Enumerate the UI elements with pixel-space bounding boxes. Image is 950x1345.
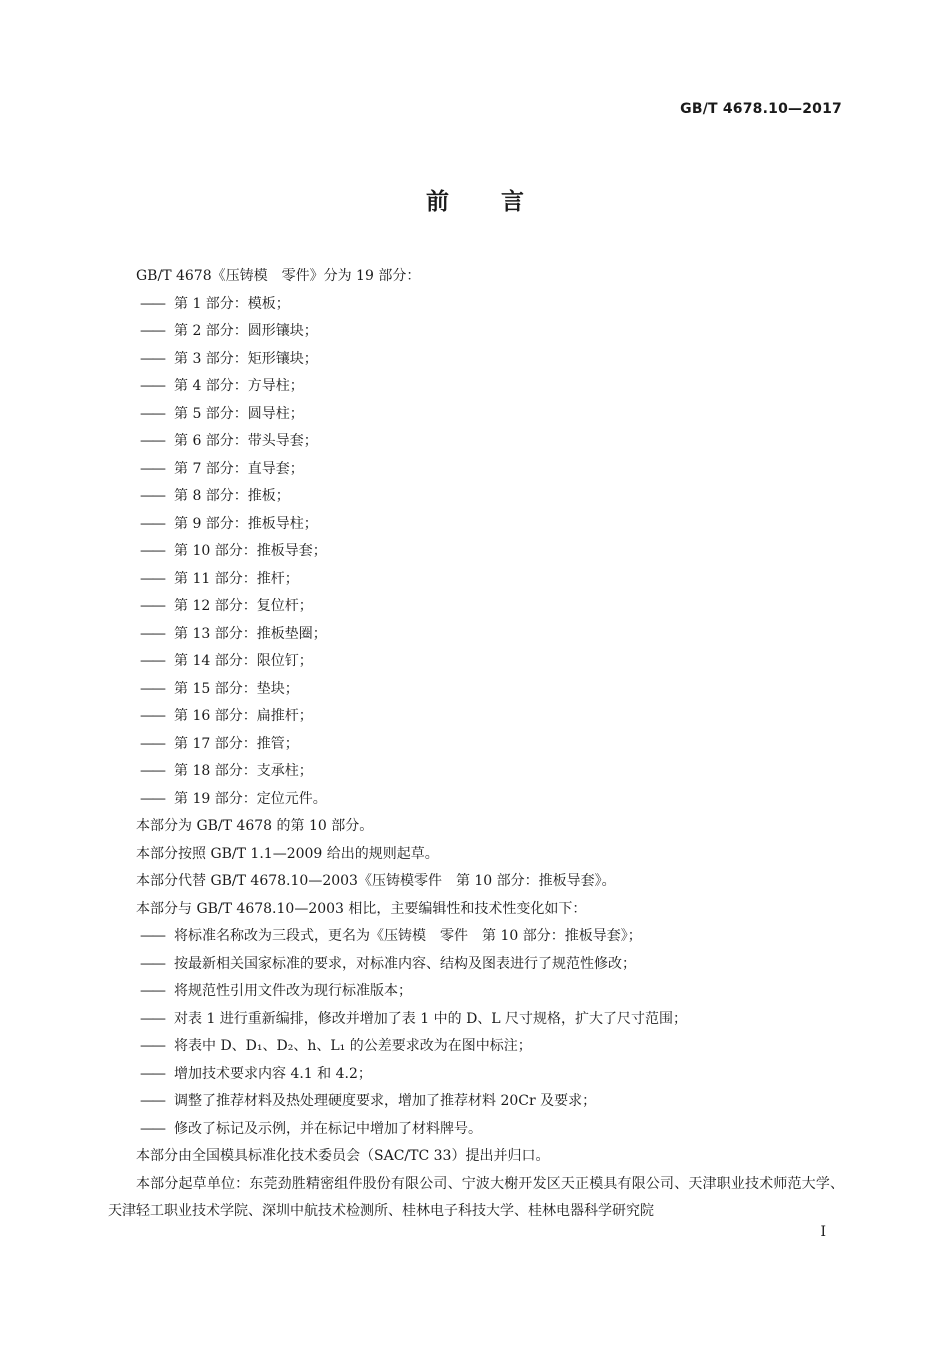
list-item-text: 第 17 部分：推管； [174,735,299,752]
list-item-text: 第 4 部分：方导柱； [174,378,304,394]
list-dash: —— [140,460,164,477]
drafting-rules-paragraph: 本部分按照 GB/T 1.1—2009 给出的规则起草。 [136,845,439,862]
list-item [108,786,844,814]
list-item [108,1006,844,1034]
list-item-text: 第 11 部分：推杆； [174,570,299,587]
list-item-text: 修改了标记及示例，并在标记中增加了材料牌号。 [174,1120,482,1137]
list-item-text: 第 1 部分：模板； [174,295,290,312]
list-item [108,676,844,704]
list-item-text: 第 9 部分：推板导柱； [174,515,318,532]
list-item [108,703,844,731]
list-dash: —— [140,763,164,779]
list-item-text: 将表中 D、D₁、D₂、h、L₁ 的公差要求改为在图中标注； [174,1038,532,1054]
list-item-text: 增加技术要求内容 4.1 和 4.2； [174,1065,372,1082]
list-dash: —— [140,598,164,614]
list-item [108,1033,844,1061]
list-dash: —— [140,1010,164,1027]
standard-code: GB/T 4678.10—2017 [680,101,842,117]
list-item [108,593,844,621]
list-dash: —— [140,378,164,394]
list-item-text: 第 8 部分：推板； [174,488,290,504]
list-item-text: 第 3 部分：矩形镶块； [174,350,318,367]
list-dash: —— [140,433,164,449]
list-dash: —— [140,1120,164,1137]
list-item [108,291,844,319]
list-item [108,538,844,566]
list-item [108,758,844,786]
list-dash: —— [140,680,164,697]
list-dash: —— [140,955,164,972]
list-dash: —— [140,295,164,312]
intro-paragraph: GB/T 4678《压铸模 零件》分为 19 部分： [136,268,421,284]
list-item-text: 将标准名称改为三段式，更名为《压铸模 零件 第 10 部分：推板导套》； [174,928,642,944]
list-item-text: 按最新相关国家标准的要求，对标准内容、结构及图表进行了规范性修改； [174,955,636,972]
list-dash: —— [140,405,164,422]
list-item [108,456,844,484]
list-item-text: 将规范性引用文件改为现行标准版本； [174,983,412,999]
list-item [108,566,844,594]
list-item [108,1088,844,1116]
list-dash: —— [140,350,164,367]
list-dash: —— [140,790,164,807]
list-item-text: 第 16 部分：扁推杆； [174,708,313,724]
list-item-text: 第 6 部分：带头导套； [174,433,318,449]
list-item-text: 第 19 部分：定位元件。 [174,790,327,807]
list-dash: —— [140,488,164,504]
list-item-text: 对表 1 进行重新编排，修改并增加了表 1 中的 D、L 尺寸规格，扩大了尺寸范围； [174,1010,688,1027]
proposed-by-paragraph: 本部分由全国模具标准化技术委员会（SAC/TC 33）提出并归口。 [136,1148,550,1164]
list-item [108,483,844,511]
list-item [108,1116,844,1144]
list-item [108,401,844,429]
list-item-text: 第 10 部分：推板导套； [174,543,327,559]
replaces-paragraph: 本部分代替 GB/T 4678.10—2003《压铸模零件 第 10 部分：推板导套》。 [136,873,616,889]
page-title: 前言 [426,189,576,215]
list-item [108,428,844,456]
list-item [108,951,844,979]
page-number: I [820,1224,826,1240]
list-dash: —— [140,625,164,642]
list-dash: —— [140,1038,164,1054]
list-dash: —— [140,543,164,559]
list-item-text: 第 14 部分：限位钉； [174,653,313,669]
document-body [108,263,844,1226]
list-dash: —— [140,323,164,339]
list-item-text: 第 15 部分：垫块； [174,680,299,697]
drafting-units-paragraph: 本部分起草单位：东莞劲胜精密组件股份有限公司、宁波大榭开发区天正模具有限公司、天津职业技术师范大学、天津轻工职业技术学院、深圳中航技术检测所、桂林电子科技大学、桂林电器科学研究院 [108,1175,844,1219]
list-dash: —— [140,1093,164,1109]
list-item-text: 第 12 部分：复位杆； [174,598,313,614]
list-item [108,318,844,346]
list-dash: —— [140,983,164,999]
list-item [108,511,844,539]
changes-list [108,923,844,1143]
list-item [108,1061,844,1089]
list-item-text: 第 13 部分：推板垫圈； [174,625,327,642]
list-item [108,621,844,649]
list-item-text: 第 7 部分：直导套； [174,460,304,477]
changes-intro-paragraph: 本部分与 GB/T 4678.10—2003 相比，主要编辑性和技术性变化如下： [136,900,587,917]
list-item-text: 第 5 部分：圆导柱； [174,405,304,422]
list-item [108,648,844,676]
part-of-paragraph: 本部分为 GB/T 4678 的第 10 部分。 [136,818,374,834]
list-item-text: 调整了推荐材料及热处理硬度要求，增加了推荐材料 20Cr 及要求； [174,1093,597,1109]
list-dash: —— [140,735,164,752]
parts-list [108,291,844,814]
list-dash: —— [140,928,164,944]
list-dash: —— [140,570,164,587]
list-dash: —— [140,515,164,532]
list-item [108,373,844,401]
list-item-text: 第 18 部分：支承柱； [174,763,313,779]
list-item-text: 第 2 部分：圆形镶块； [174,323,318,339]
list-dash: —— [140,1065,164,1082]
list-dash: —— [140,708,164,724]
list-item [108,923,844,951]
list-dash: —— [140,653,164,669]
list-item [108,978,844,1006]
list-item [108,731,844,759]
list-item [108,346,844,374]
